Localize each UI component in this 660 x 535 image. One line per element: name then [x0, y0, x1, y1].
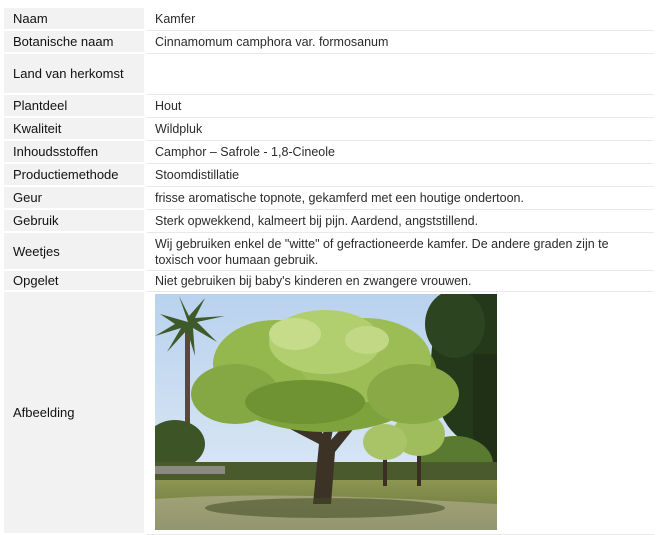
row-opgelet [4, 271, 654, 292]
row-weetjes [4, 233, 654, 271]
row-value: Camphor – Safrole - 1,8-Cineole [147, 141, 654, 164]
row-label: Botanische naam [4, 31, 147, 54]
row-label: Plantdeel [4, 95, 147, 118]
row-value: Niet gebruiken bij baby's kinderen en zwangere vrouwen. [147, 271, 654, 292]
row-label: Weetjes [4, 233, 147, 271]
row-value: Stoomdistillatie [147, 164, 654, 187]
row-label: Geur [4, 187, 147, 210]
row-naam [4, 8, 654, 31]
row-label: Opgelet [4, 271, 147, 292]
row-geur [4, 187, 654, 210]
row-inhoudsstoffen [4, 141, 654, 164]
row-value: Sterk opwekkend, kalmeert bij pijn. Aardend, angststillend. [147, 210, 654, 233]
row-gebruik [4, 210, 654, 233]
row-label: Kwaliteit [4, 118, 147, 141]
row-label: Gebruik [4, 210, 147, 233]
row-label: Naam [4, 8, 147, 31]
row-value [147, 292, 654, 535]
row-productiemethode [4, 164, 654, 187]
row-value: Cinnamomum camphora var. formosanum [147, 31, 654, 54]
row-value: Wildpluk [147, 118, 654, 141]
row-value: Hout [147, 95, 654, 118]
row-value: Wij gebruiken enkel de "witte" of gefractioneerde kamfer. De andere graden zijn te toxisch voor humaan gebruik. [147, 233, 654, 271]
row-plantdeel [4, 95, 654, 118]
row-value [147, 54, 654, 95]
row-botanische-naam [4, 31, 654, 54]
row-value: frisse aromatische topnote, gekamferd met een houtige ondertoon. [147, 187, 654, 210]
row-label: Afbeelding [4, 292, 147, 535]
row-label: Land van herkomst [4, 54, 147, 95]
row-label: Inhoudsstoffen [4, 141, 147, 164]
row-value: Kamfer [147, 8, 654, 31]
row-land-van-herkomst [4, 54, 654, 95]
plant-info-table [4, 8, 654, 535]
plant-info-sheet [4, 8, 654, 535]
row-afbeelding [4, 292, 654, 535]
row-kwaliteit [4, 118, 654, 141]
row-label: Productiemethode [4, 164, 147, 187]
camphor-tree-photo [155, 294, 497, 530]
